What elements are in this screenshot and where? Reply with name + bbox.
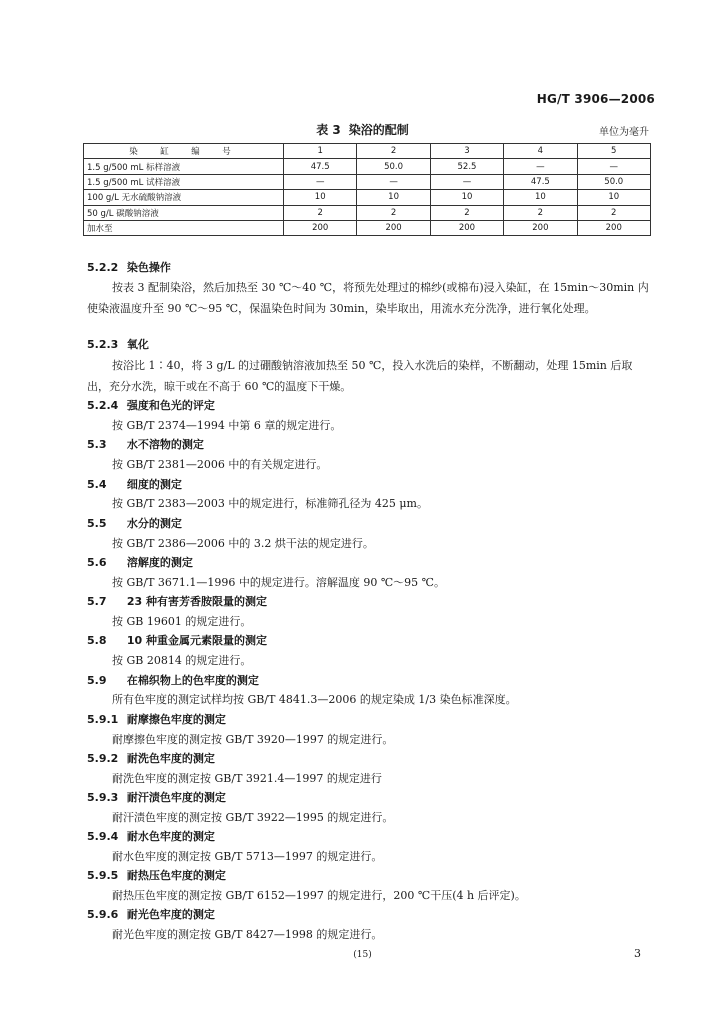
row-label: 50 g/L 碳酸钠溶液	[84, 205, 284, 220]
section-title: 10 种重金属元素限量的测定	[126, 634, 267, 647]
section-title: 在棉织物上的色牢度的测定	[126, 674, 259, 687]
section-heading	[87, 790, 226, 806]
table-cell: 52.5	[430, 159, 503, 174]
section-number: 5.3	[87, 438, 107, 451]
section-number: 5.4	[87, 478, 107, 491]
section-heading	[87, 868, 226, 884]
table-cell: 2	[504, 205, 577, 220]
section-heading	[87, 398, 215, 414]
section-body: 按 GB/T 2374—1994 中第 6 章的规定进行。	[112, 419, 342, 432]
section-body: 耐热压色牢度的测定按 GB/T 6152—1997 的规定进行，200 ℃干压(4 h 后评定)。	[112, 889, 526, 902]
table-cell: 47.5	[504, 174, 577, 189]
page-number: 3	[634, 947, 641, 960]
section-heading	[87, 437, 204, 453]
section-title: 细度的测定	[126, 478, 182, 491]
section-body: 按 GB/T 2381—2006 中的有关规定进行。	[112, 458, 328, 471]
section-body: 耐洗色牢度的测定按 GB/T 3921.4—1997 的规定进行	[112, 772, 382, 785]
section-number: 5.2.3	[87, 338, 119, 351]
section-number: 5.9.1	[87, 713, 119, 726]
section-heading	[87, 751, 215, 767]
table-cell: 200	[430, 220, 503, 235]
table-row	[84, 159, 651, 174]
section-heading	[87, 337, 149, 353]
section-heading	[87, 829, 215, 845]
table-cell: —	[504, 159, 577, 174]
section-title: 23 种有害芳香胺限量的测定	[126, 595, 267, 608]
table-cell: 200	[577, 220, 650, 235]
table-header-row	[84, 144, 651, 159]
section-number: 5.6	[87, 556, 107, 569]
table-cell: 10	[357, 190, 430, 205]
section-body: 所有色牢度的测定试样均按 GB/T 4841.3—2006 的规定染成 1/3 染色标准深度。	[112, 693, 517, 706]
section-heading	[87, 594, 267, 610]
table-cell: 50.0	[357, 159, 430, 174]
row-label: 加水至	[84, 220, 284, 235]
header-cell: 3	[430, 144, 503, 159]
table-cell: 2	[284, 205, 357, 220]
table-cell: 2	[430, 205, 503, 220]
table-cell: —	[357, 174, 430, 189]
table-title-text: 染浴的配制	[348, 123, 409, 137]
section-heading	[87, 516, 182, 532]
section-number: 5.9	[87, 674, 107, 687]
section-body: 按 GB/T 2386—2006 中的 3.2 烘干法的规定进行。	[112, 537, 374, 550]
section-heading	[87, 633, 267, 649]
section-heading	[87, 712, 226, 728]
table-cell: 10	[284, 190, 357, 205]
section-body: 耐汗渍色牢度的测定按 GB/T 3922—1995 的规定进行。	[112, 811, 394, 824]
section-title: 溶解度的测定	[126, 556, 193, 569]
section-title: 耐热压色牢度的测定	[126, 869, 226, 882]
table-cell: 200	[504, 220, 577, 235]
section-number: 5.2.4	[87, 399, 119, 412]
section-title: 耐摩擦色牢度的测定	[126, 713, 226, 726]
table-cell: —	[577, 159, 650, 174]
table-unit: 单位为毫升	[599, 127, 649, 138]
header-cell: 5	[577, 144, 650, 159]
row-label: 1.5 g/500 mL 标样溶液	[84, 159, 284, 174]
section-body: 按 GB/T 3671.1—1996 中的规定进行。溶解温度 90 ℃～95 ℃。	[112, 576, 445, 589]
section-body: 耐水色牢度的测定按 GB/T 5713—1997 的规定进行。	[112, 850, 383, 863]
header-cell: 4	[504, 144, 577, 159]
table-cell: —	[430, 174, 503, 189]
header-cell: 2	[357, 144, 430, 159]
table-row	[84, 220, 651, 235]
section-number: 5.9.5	[87, 869, 119, 882]
section-body: 按 GB 19601 的规定进行。	[112, 615, 252, 628]
section-number: 5.9.6	[87, 908, 119, 921]
section-title: 耐光色牢度的测定	[126, 908, 215, 921]
table-cell: 2	[577, 205, 650, 220]
header-cell: 染 缸 编 号	[84, 144, 284, 159]
table-cell: 10	[504, 190, 577, 205]
section-heading	[87, 907, 215, 923]
section-number: 5.8	[87, 634, 107, 647]
section-heading	[87, 260, 171, 276]
section-title: 耐水色牢度的测定	[126, 830, 215, 843]
section-title: 强度和色光的评定	[126, 399, 215, 412]
section-title: 氧化	[126, 338, 149, 351]
section-number: 5.5	[87, 517, 107, 530]
section-number: 5.9.3	[87, 791, 119, 804]
section-body: 耐光色牢度的测定按 GB/T 8427—1998 的规定进行。	[112, 928, 383, 941]
section-number: 5.7	[87, 595, 107, 608]
table-cell: 10	[430, 190, 503, 205]
section-title: 耐汗渍色牢度的测定	[126, 791, 226, 804]
section-body: 按 GB/T 2383—2003 中的规定进行，标准筛孔径为 425 μm。	[112, 497, 428, 510]
table-number: 表 3	[316, 123, 341, 137]
table-row	[84, 174, 651, 189]
table-row	[84, 205, 651, 220]
table-cell: 10	[577, 190, 650, 205]
standard-number: HG/T 3906—2006	[536, 92, 655, 106]
section-body: 按浴比 1∶40，将 3 g/L 的过硼酸钠溶液加热至 50 ℃，投入水洗后的染样，不断翻动，处理 15min 后取出，充分水洗，晾干或在不高于 60 ℃的温度下干燥。	[87, 359, 633, 393]
section-number: 5.9.2	[87, 752, 119, 765]
section-title: 水分的测定	[126, 517, 182, 530]
header-cell: 1	[284, 144, 357, 159]
table-cell: 50.0	[577, 174, 650, 189]
page-serial: (15)	[353, 950, 372, 960]
section-heading	[87, 673, 259, 689]
section-body: 按 GB 20814 的规定进行。	[112, 654, 252, 667]
section-number: 5.2.2	[87, 261, 119, 274]
table-cell: —	[284, 174, 357, 189]
dye-bath-table	[83, 143, 651, 236]
section-body: 耐摩擦色牢度的测定按 GB/T 3920—1997 的规定进行。	[112, 733, 394, 746]
table-cell: 200	[357, 220, 430, 235]
row-label: 1.5 g/500 mL 试样溶液	[84, 174, 284, 189]
row-label: 100 g/L 无水硫酸钠溶液	[84, 190, 284, 205]
table-cell: 200	[284, 220, 357, 235]
section-number: 5.9.4	[87, 830, 119, 843]
section-body: 按表 3 配制染浴，然后加热至 30 ℃～40 ℃，将预先处理过的棉纱(或棉布)浸入染缸，在 15min～30min 内使染液温度升至 90 ℃～95 ℃，保温染色时间为 30min，染毕取出，用流水充分洗净，进行氧化处理。	[87, 281, 649, 315]
table-cell: 2	[357, 205, 430, 220]
section-heading	[87, 477, 182, 493]
section-title: 耐洗色牢度的测定	[126, 752, 215, 765]
section-heading	[87, 555, 193, 571]
table-row	[84, 190, 651, 205]
section-title: 水不溶物的测定	[126, 438, 204, 451]
table-cell: 47.5	[284, 159, 357, 174]
section-title: 染色操作	[126, 261, 171, 274]
